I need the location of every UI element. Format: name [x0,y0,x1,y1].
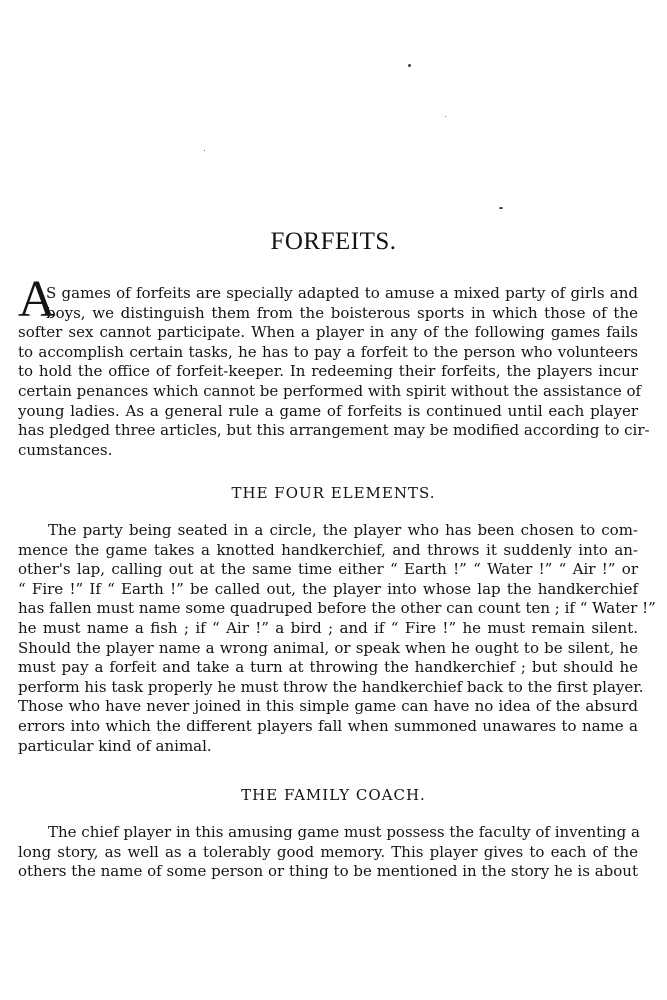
text-line: has pledged three articles, but this arrangement may be modified according to cir- [18,421,650,440]
section-heading: THE FAMILY COACH. [241,786,426,804]
section-paragraph [18,823,638,882]
text-line: long story, as well as a tolerably good memory. This player gives to each of the [18,842,638,861]
paper-speck [204,150,205,151]
text-line: perform his task properly he must throw the handkerchief back to the first player. [18,677,644,696]
paper-speck [408,64,411,67]
text-line: Should the player name a wrong animal, or speak when he ought to be silent, he [18,638,638,657]
text-line: mence the game takes a knotted handkerchief, and throws it suddenly into an- [18,540,638,559]
text-line: to hold the office of forfeit-keeper. In redeeming their forfeits, the players incur [18,362,638,381]
text-line: he must name a fish ; if “ Air !” a bird ; and if “ Fire !” he must remain silent. [18,618,638,637]
intro-paragraph [18,284,650,460]
paper-speck [445,116,446,117]
text-line: The chief player in this amusing game must possess the faculty of inventing a [48,823,640,841]
paper-speck [499,207,503,209]
text-line: other's lap, calling out at the same time either “ Earth !” “ Water !” “ Air !” or [18,560,638,579]
drop-cap: A [18,271,56,328]
text-line: must pay a forfeit and take a turn at throwing the handkerchief ; but should he [18,658,638,677]
text-line: Those who have never joined in this simple game can have no idea of the absurd [18,697,638,716]
text-line: boys, we distinguish them from the boisterous sports in which those of the [46,303,638,322]
text-line: “ Fire !” If “ Earth !” be called out, the player into whose lap the handkerchief [18,579,638,598]
text-line: softer sex cannot participate. When a player in any of the following games fails [18,323,638,342]
text-line: S games of forfeits are specially adapted to amuse a mixed party of girls and [46,284,638,302]
text-line: certain penances which cannot be performed with spirit without the assistance of [18,381,642,400]
text-line: The party being seated in a circle, the player who has been chosen to com- [48,521,638,539]
section-heading: THE FOUR ELEMENTS. [231,484,436,502]
text-line: others the name of some person or thing to be mentioned in the story he is about [18,862,638,881]
text-line: errors into which the different players fall when summoned unawares to name a [18,716,638,735]
text-line: particular kind of animal. [18,736,212,755]
section-paragraph [18,521,656,756]
text-line: has fallen must name some quadruped before the other can count ten ; if “ Water !” [18,599,656,618]
text-line: to accomplish certain tasks, he has to pay a forfeit to the person who volunteers [18,342,638,361]
page-title: FORFEITS. [270,228,397,255]
text-line: young ladies. As a general rule a game of forfeits is continued until each player [18,401,638,420]
text-line: cumstances. [18,440,113,459]
